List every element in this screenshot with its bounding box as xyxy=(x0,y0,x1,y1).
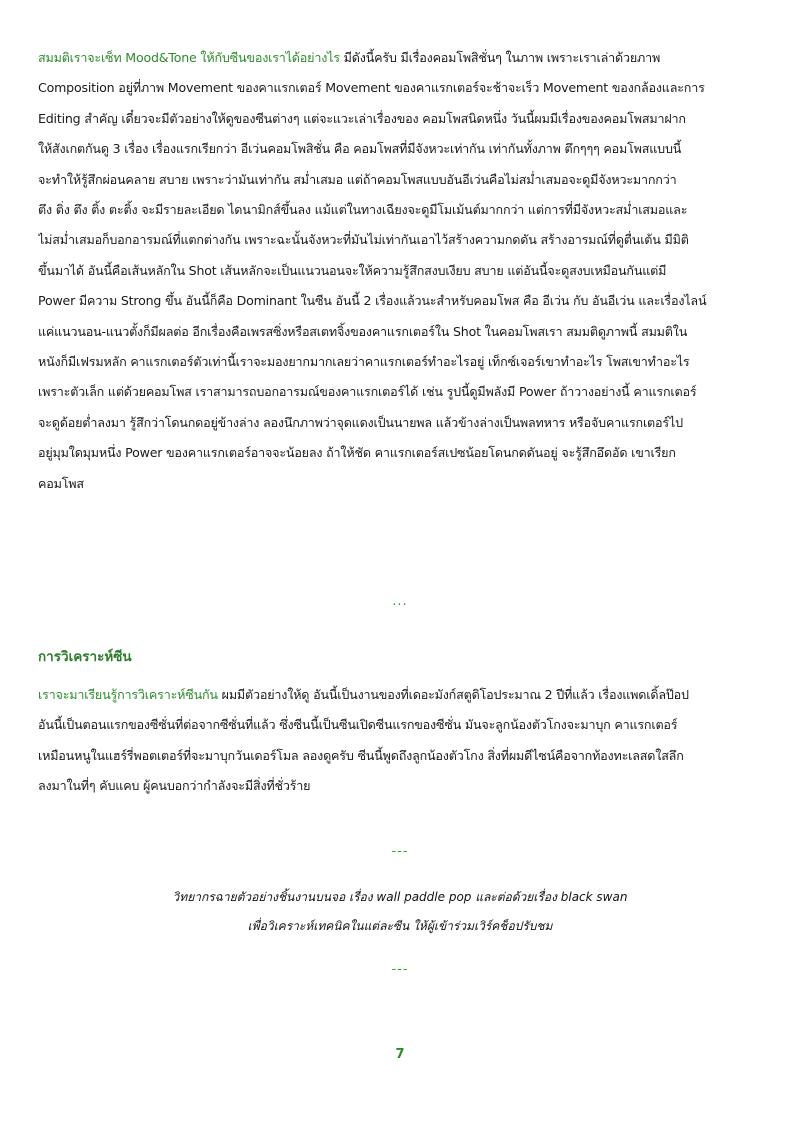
paragraph-scene-analysis xyxy=(38,680,764,802)
dash-separator: --- xyxy=(391,962,409,977)
paragraph-line: Editing สำคัญ เดี๋ยวจะมีตัวอย่างให้ดูของซีนต่างๆ แต่จะแวะเล่าเรื่องของ คอมโพสนิดหนึ่ง วันนี้ผมมีเรื่องของคอมโพสมาฝาก xyxy=(38,110,686,126)
paragraph-line: อยู่มุมใดมุมหนึ่ง Power ของคาแรกเตอร์อาจจะน้อยลง ถ้าให้ชัด คาแรกเตอร์สเปซน้อยโดนกดดันอยู่ จะรู้สึกอึดอัด เขาเรียก xyxy=(38,445,676,461)
paragraph-line: หนังก็มีเฟรมหลัก คาแรกเตอร์ตัวเท่านี้เราจะมองยากมากเลยว่าคาแรกเตอร์ทำอะไรอยู่ เท็กซ์เจอร์เขาทำอะไร โพสเขาทำอะไร xyxy=(38,354,690,370)
dash-separator: --- xyxy=(391,844,409,859)
paragraph-line: Power มีความ Strong ขึ้น อันนี้ก็คือ Dominant ในซีน อันนี้ 2 เรื่องแล้วนะสำหรับคอมโพส คือ อีเว่น กับ อันอีเว่น และเรื่องไลน์ xyxy=(38,293,707,309)
paragraph-line: ไม่สม่ำเสมอก็บอกอารมณ์ที่แตกต่างกัน เพราะฉะนั้นจังหวะที่มันไม่เท่ากันเอาไว้สร้างความกดดัน สร้างอารมณ์ที่ดูตื่นเต้น มีมิติ xyxy=(38,232,689,248)
paragraph-line: เพราะตัวเล็ก แต่ด้วยคอมโพส เราสามารถบอกอารมณ์ของคาแรกเตอร์ได้ เช่น รูปนี้ดูมีพลังมี Power ถ้าวางอย่างนี้ คาแรกเตอร์ xyxy=(38,384,697,400)
lead-phrase: สมมติเราจะเซ็ท Mood&Tone ให้กับซีนของเราได้อย่างไร xyxy=(38,50,340,65)
section-heading: การวิเคราะห์ซีน xyxy=(38,649,132,665)
paragraph-line: Composition อยู่ที่ภาพ Movement ของคาแรกเตอร์ Movement ของคาแรกเตอร์จะช้าจะเร็ว Movement ของกล้องและการ xyxy=(38,80,705,96)
paragraph-line: ให้สังเกตกันดู 3 เรื่อง เรื่องแรกเรียกว่า อีเว่นคอมโพสิชั่น คือ คอมโพสที่มีจังหวะเท่ากัน เท่ากันทั้งภาพ ตึกๆๆๆ คอมโพสแบบนี้ xyxy=(38,141,682,157)
paragraph-line: สมมติเราจะเซ็ท Mood&Tone ให้กับซีนของเราได้อย่างไร มีดังนี้ครับ มีเรื่องคอมโพสิชั่นๆ ในภาพ เพราะเราเล่าด้วยภาพ xyxy=(38,50,661,65)
dots-separator: ... xyxy=(392,594,408,609)
paragraph-line: ลงมาในที่ๆ คับแคบ ผู้คนบอกว่ากำลังจะมีสิ่งที่ชั่วร้าย xyxy=(38,778,311,794)
paragraph-line: จะทำให้รู้สึกผ่อนคลาย สบาย เพราะว่ามันเท่ากัน สม่ำเสมอ แต่ถ้าคอมโพสแบบอันอีเว่นคือไม่สม่ำเสมอจะดูมีจังหวะมากกว่า xyxy=(38,171,677,187)
paragraph-line: ตึง ติ่ง ตึง ติ้ง ตะติ้ง จะมีรายละเอียด ไดนามิกส์ขึ้นลง แม้แต่ในทางเฉียงจะดูมีโมเม้นต์มากกว่า แต่การที่มีจังหวะสม่ำเสมอและ xyxy=(38,202,688,218)
paragraph-line: อันนี้เป็นตอนแรกของซีซั่นที่ต่อจากซีซั่นที่แล้ว ซึ่งซีนนี้เป็นซีนเปิดซีนแรกของซีซั่น มันจะลูกน้องตัวโกงจะมาบุก คาแรกเตอร์ xyxy=(38,717,678,733)
page-number: 7 xyxy=(395,1047,405,1062)
paragraph-line: จะดูด้อยต่ำลงมา รู้สึกว่าโดนกดอยู่ข้างล่าง ลองนึกภาพว่าจุดแดงเป็นนายพล แล้วข้างล่างเป็นพลทหาร หรือจับคาแรกเตอร์ไป xyxy=(38,414,683,430)
lead-phrase: เราจะมาเรียนรู้การวิเคราะห์ซีนกัน xyxy=(38,687,218,702)
paragraph-line: เหมือนหนูในแฮร์รี่พอตเตอร์ที่จะมาบุกวันเดอร์โมล ลองดูครับ ซีนนี้พูดถึงลูกน้องตัวโกง สิ่งที่ผมดีไซน์คือจากท้องทะเลสดใสลึก xyxy=(38,747,684,763)
paragraph-line: แค่แนวนอน-แนวตั้งก็มีผลต่อ อีกเรื่องคือเพรสซิ่งหรือสเตทจิ้งของคาแรกเตอร์ใน Shot ในคอมโพสเรา สมมติดูภาพนี้ สมมติใน xyxy=(38,323,688,339)
paragraph-line: เราจะมาเรียนรู้การวิเคราะห์ซีนกัน ผมมีตัวอย่างให้ดู อันนี้เป็นงานของที่เดอะมังก์สตูดิโอประมาณ 2 ปีที่แล้ว เรื่องแพดเดิ้ลป๊อป xyxy=(38,687,689,702)
paragraph-line: คอมโพส xyxy=(38,475,84,491)
caption-line-2: เพื่อวิเคราะห์เทคนิคในแต่ละซีน ให้ผู้เข้าร่วมเวิร์คช็อปรับชม xyxy=(247,919,553,933)
caption-line-1: วิทยากรฉายตัวอย่างชิ้นงานบนจอ เรื่อง wall paddle pop และต่อด้วยเรื่อง black swan xyxy=(172,890,628,904)
paragraph-line: ขึ้นมาได้ อันนี้คือเส้นหลักใน Shot เส้นหลักจะเป็นแนวนอนจะให้ความรู้สึกสงบเงียบ สบาย แต่อันนี้จะดูสงบเหมือนกันแต่มี xyxy=(38,262,667,278)
paragraph-mood-tone xyxy=(38,43,764,499)
